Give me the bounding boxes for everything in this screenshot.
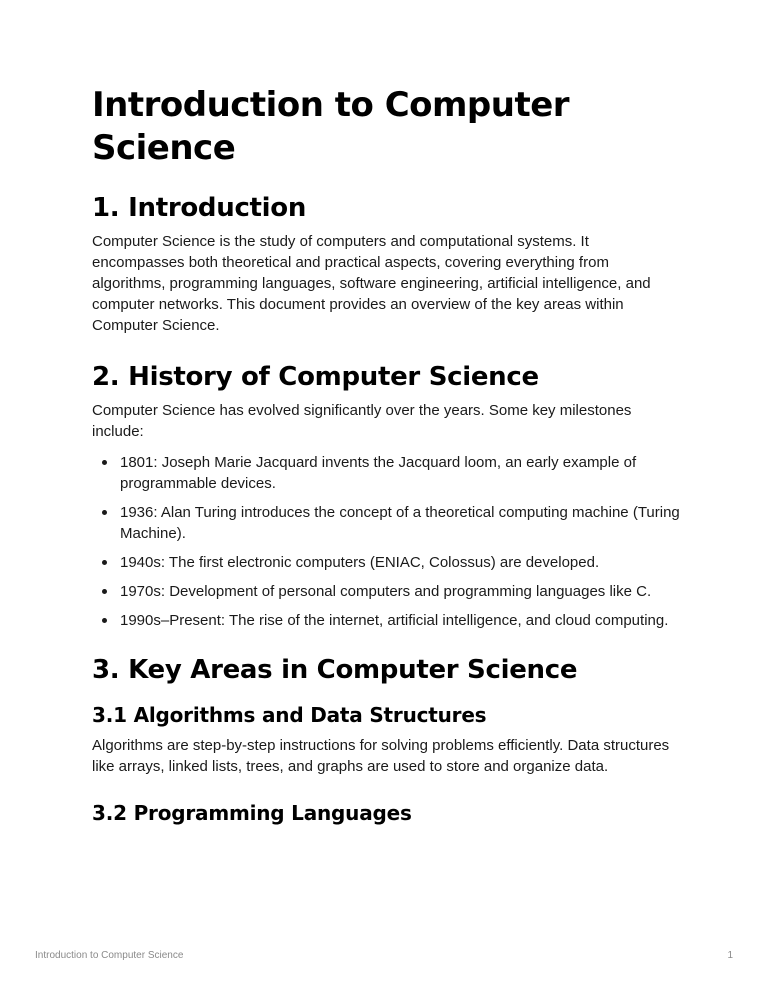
bullet-icon (102, 560, 107, 565)
introduction-paragraph: Computer Science is the study of computers and computational systems. It encompasses both theoretical and practical aspects, covering everything from algorithms, programming languages, software engineering, artificial intelligence, and computer networks. This document provides an overview of the key areas within Computer Science. (92, 233, 651, 334)
section-heading-key-areas: 3. Key Areas in Computer Science (92, 655, 578, 685)
milestone-text: 1990s–Present: The rise of the internet, artificial intelligence, and cloud computing. (120, 612, 669, 629)
milestone-text: 1970s: Development of personal computers and programming languages like C. (120, 583, 652, 600)
list-item (92, 502, 682, 544)
subsection-heading-algorithms: 3.1 Algorithms and Data Structures (92, 703, 487, 727)
list-item (92, 610, 682, 631)
bullet-icon (102, 460, 107, 465)
document-page (92, 84, 682, 827)
bullet-icon (102, 618, 107, 623)
bullet-icon (102, 589, 107, 594)
milestones-list (92, 452, 682, 631)
algorithms-paragraph: Algorithms are step-by-step instructions for solving problems efficiently. Data structures like arrays, linked lists, trees, and graphs are used to store and organize data. (92, 737, 670, 775)
section-heading-history: 2. History of Computer Science (92, 362, 539, 392)
list-item (92, 552, 682, 573)
milestone-text: 1801: Joseph Marie Jacquard invents the Jacquard loom, an early example of programmable devices. (120, 454, 637, 492)
milestone-text: 1940s: The first electronic computers (ENIAC, Colossus) are developed. (120, 554, 600, 571)
list-item (92, 452, 682, 494)
milestone-text: 1936: Alan Turing introduces the concept of a theoretical computing machine (Turing Machine). (120, 504, 680, 542)
footer-document-title: Introduction to Computer Science (35, 950, 184, 961)
history-paragraph: Computer Science has evolved significantly over the years. Some key milestones include: (92, 402, 632, 440)
footer-page-number: 1 (727, 950, 733, 961)
list-item (92, 581, 682, 602)
bullet-icon (102, 510, 107, 515)
section-heading-introduction: 1. Introduction (92, 193, 307, 223)
document-title: Introduction to Computer Science (92, 85, 570, 168)
subsection-heading-programming-languages: 3.2 Programming Languages (92, 801, 412, 825)
